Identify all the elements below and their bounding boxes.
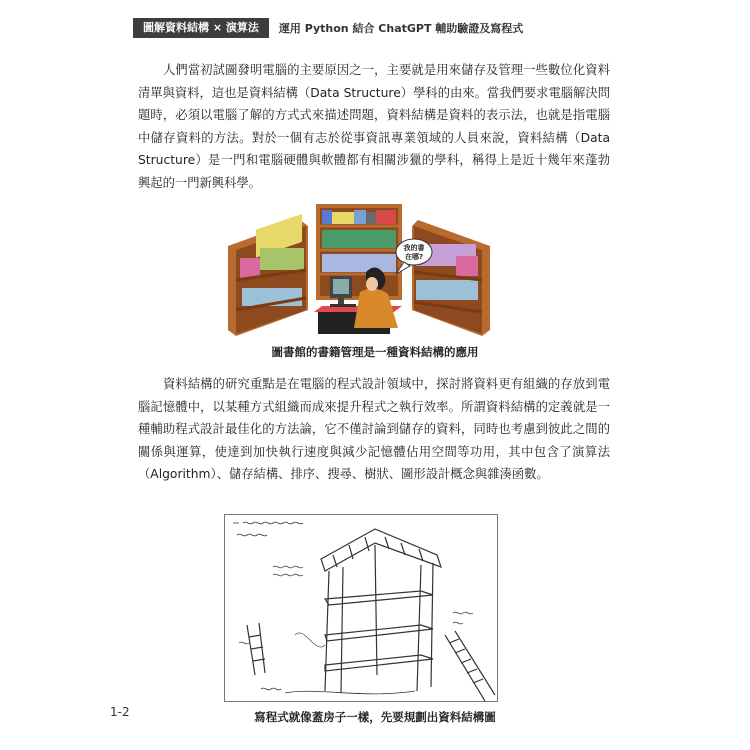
speech-text-line2: 在哪? [404,253,424,261]
paragraph-intro: 人們當初試圖發明電腦的主要原因之一，主要就是用來儲存及管理一些數位化資料清單與資料，這也是資料結構（Data Structure）學科的由來。當我們要求電腦解決問題時，必須以電腦了解的方式式來描述問題，資料結構是資料的表示法，也就是指電腦中儲存資料的方法。對於一個有志於從事資訊專業領域的人員來說，資料結構（Data Structure）是一門和電腦硬體與軟體都有相關涉獵的學科，稱得上是近十幾年來蓬勃興起的一門新興科學。 [138,63,610,190]
book-title-badge: 圖解資料結構 × 演算法 [133,18,269,38]
running-header [133,18,523,38]
middle-bookshelf [316,204,402,300]
book-subtitle: 運用 Python 結合 ChatGPT 輔助驗證及寫程式 [278,22,524,35]
figure1-caption: 圖書館的書籍管理是一種資料結構的應用 [271,345,479,359]
paragraph-definition: 資料結構的研究重點是在電腦的程式設計領域中，探討將資料更有組織的存放到電腦記憶體中，以某種方式組織而成來提升程式之執行效率。所謂資料結構的定義就是一種輔助程式設計最佳化的方法論，它不僅討論到儲存的資料，同時也考慮到彼此之間的關係與運算，使達到加快執行速度與減少記憶體佔用空間等功用，其中包含了演算法（Algorithm）、儲存結構、排序、搜尋、樹狀、圖形設計概念與雜湊函數。 [138,377,610,481]
figure2-caption: 寫程式就像蓋房子一樣，先要規劃出資料結構圖 [254,710,496,724]
page-number: 1-2 [110,705,130,719]
house-sketch-drawing [225,515,497,701]
library-illustration [226,200,492,336]
speech-text-line1: 我的書 [403,244,425,252]
left-bookshelf [228,214,308,336]
right-bookshelf [412,220,490,336]
library-drawing [226,200,492,336]
house-sketch-figure [224,514,498,702]
